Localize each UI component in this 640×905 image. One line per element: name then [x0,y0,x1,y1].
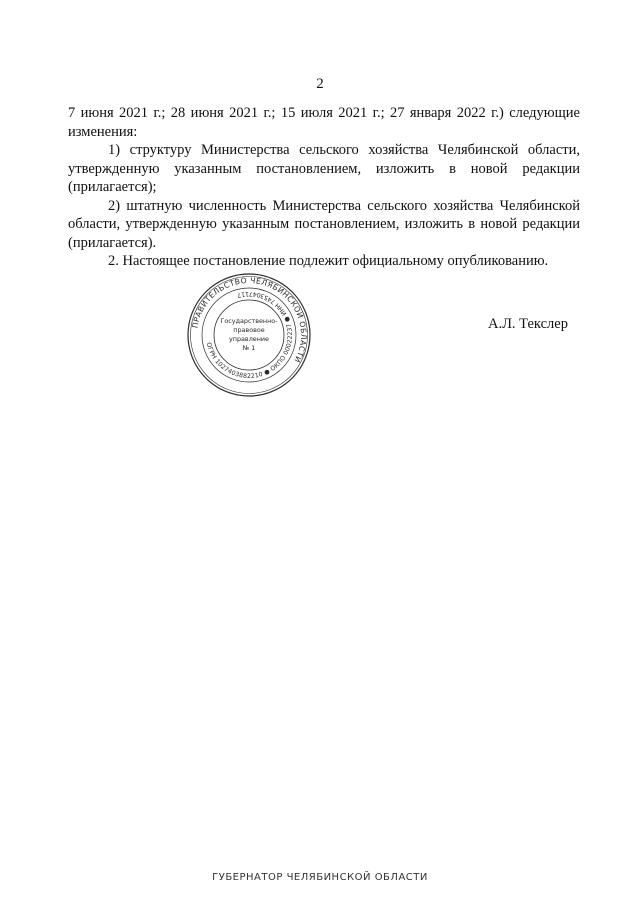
seal-outer-text: ПРАВИТЕЛЬСТВО ЧЕЛЯБИНСКОЙ ОБЛАСТИ [190,275,309,365]
seal-center-line-2: правовое [233,326,265,334]
seal-inner-text: ОГРН 1027403882210 ● ОКПО 00022237 ● ИНН 7453047117 [204,289,295,381]
signer-name: А.Л. Текслер [488,316,568,332]
paragraph-publication: 2. Настоящее постановление подлежит официальному опубликованию. [108,253,549,269]
document-body [68,104,580,271]
seal-center-line-4: № 1 [242,344,256,352]
official-seal [186,272,312,398]
footer-title: ГУБЕРНАТОР ЧЕЛЯБИНСКОЙ ОБЛАСТИ [212,872,428,883]
official-seal-graphic [186,272,312,398]
seal-center-line-3: управление [229,335,269,343]
paragraph-structure-item: 1) структуру Министерства сельского хозяйства Челябинской области, утвержденную указанным постановлением, изложить в новой редакции (прилагается); [68,142,580,195]
paragraph-staffing-item: 2) штатную численность Министерства сельского хозяйства Челябинской области, утвержденную указанным постановлением, изложить в новой редакции (прилагается). [68,197,580,251]
page-number: 2 [316,76,324,92]
seal-center-line-1: Государственно- [220,317,278,325]
paragraph-amendment-dates: 7 июня 2021 г.; 28 июня 2021 г.; 15 июля 2021 г.; 27 января 2022 г.) следующие изменения: [68,105,580,140]
